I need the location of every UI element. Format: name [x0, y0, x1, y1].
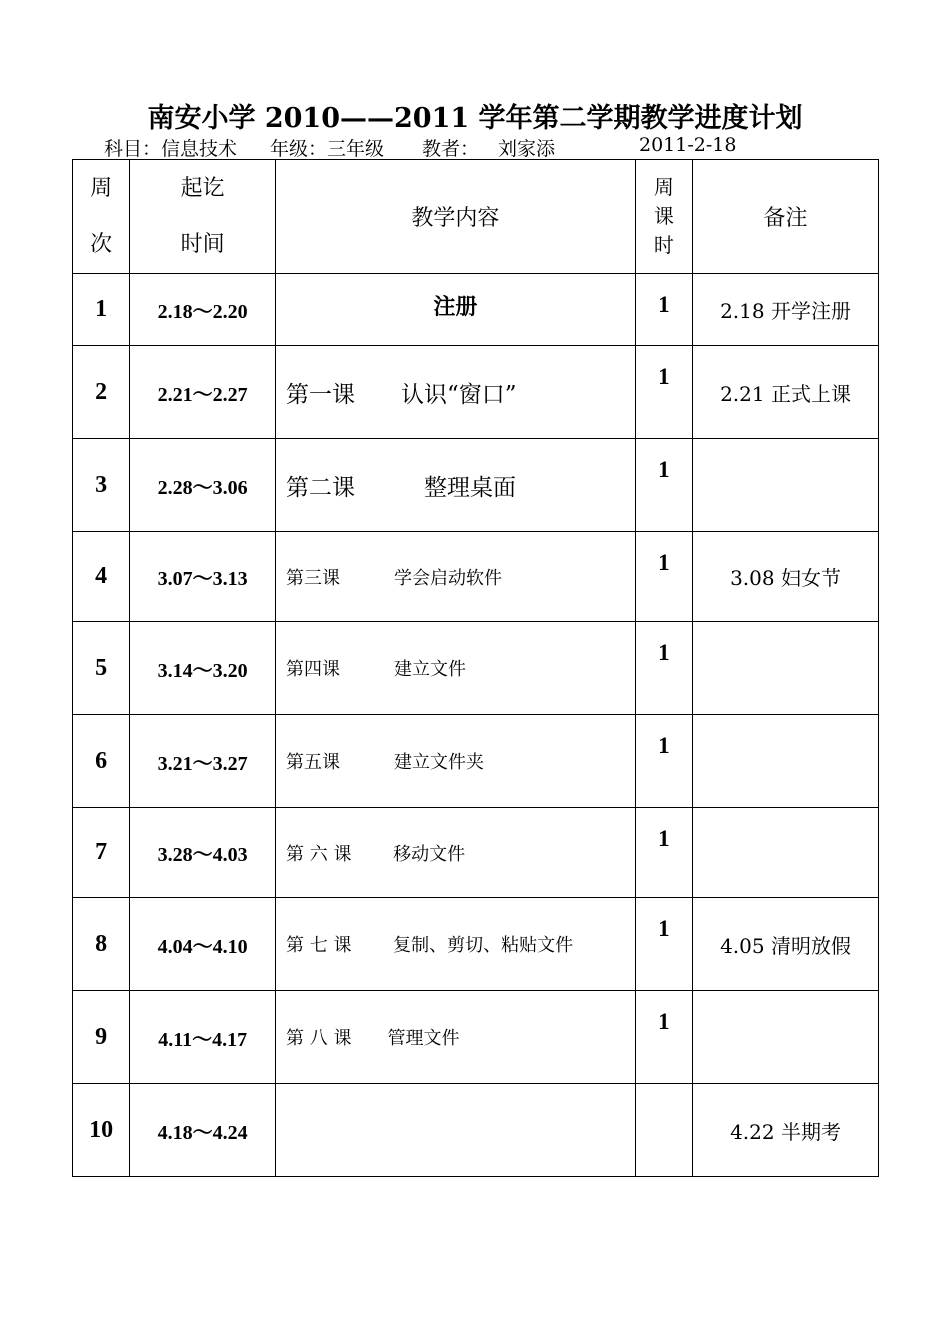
page-title: 南安小学 2010——2011 学年第二学期教学进度计划 [147, 103, 803, 134]
content-cell: 注册 [276, 274, 636, 346]
period-cell: 4.11～4.17 [130, 991, 276, 1084]
period-cell: 3.07～3.13 [130, 532, 276, 622]
content-cell: 第一课 认识“窗口” [276, 346, 636, 439]
note-cell [693, 622, 879, 715]
note-cell: 2.21 正式上课 [693, 346, 879, 439]
table-row [73, 622, 879, 715]
grade-label: 年级：三年级 [270, 138, 385, 160]
hours-cell: 1 [635, 274, 692, 346]
hours-cell: 1 [635, 808, 692, 898]
table-row [73, 991, 879, 1084]
content-cell: 第四课 建立文件 [276, 622, 636, 715]
teacher-label: 教者： [422, 138, 480, 160]
note-cell [693, 991, 879, 1084]
week-cell: 5 [73, 622, 130, 715]
content-cell [276, 1084, 636, 1177]
period-cell: 4.18～4.24 [130, 1084, 276, 1177]
period-cell: 2.28～3.06 [130, 439, 276, 532]
period-cell: 4.04～4.10 [130, 898, 276, 991]
period-cell: 3.21～3.27 [130, 715, 276, 808]
header-hours: 周 课 时 [635, 160, 692, 274]
content-cell: 第五课 建立文件夹 [276, 715, 636, 808]
table-row [73, 898, 879, 991]
table-row [73, 715, 879, 808]
period-cell: 3.28～4.03 [130, 808, 276, 898]
note-cell: 4.05 清明放假 [693, 898, 879, 991]
header-note: 备注 [693, 160, 879, 274]
header-period: 起讫 时间 [130, 160, 276, 274]
table-row [73, 439, 879, 532]
header-week: 周 次 [73, 160, 130, 274]
document-meta [104, 134, 884, 158]
table-row [73, 274, 879, 346]
hours-cell: 1 [635, 439, 692, 532]
week-cell: 3 [73, 439, 130, 532]
note-cell: 4.22 半期考 [693, 1084, 879, 1177]
hours-cell: 1 [635, 346, 692, 439]
week-cell: 2 [73, 346, 130, 439]
week-cell: 4 [73, 532, 130, 622]
hours-cell: 1 [635, 715, 692, 808]
week-cell: 6 [73, 715, 130, 808]
schedule-table [72, 159, 879, 1177]
hours-cell: 1 [635, 991, 692, 1084]
note-cell: 2.18 开学注册 [693, 274, 879, 346]
week-cell: 1 [73, 274, 130, 346]
hours-cell: 1 [635, 532, 692, 622]
plan-date: 2011-2-18 [639, 134, 737, 156]
subject-label: 科目：信息技术 [104, 138, 238, 160]
week-cell: 9 [73, 991, 130, 1084]
header-content: 教学内容 [276, 160, 636, 274]
hours-cell: 1 [635, 622, 692, 715]
content-cell: 第 六 课 移动文件 [276, 808, 636, 898]
week-cell: 10 [73, 1084, 130, 1177]
content-cell: 第三课 学会启动软件 [276, 532, 636, 622]
table-row [73, 346, 879, 439]
content-cell: 第二课 整理桌面 [276, 439, 636, 532]
week-cell: 8 [73, 898, 130, 991]
note-cell: 3.08 妇女节 [693, 532, 879, 622]
table-row [73, 532, 879, 622]
note-cell [693, 715, 879, 808]
note-cell [693, 439, 879, 532]
teacher-name: 刘家添 [498, 138, 556, 160]
note-cell [693, 808, 879, 898]
table-row [73, 1084, 879, 1177]
content-cell: 第 八 课 管理文件 [276, 991, 636, 1084]
table-header-row [73, 160, 879, 274]
table-row [73, 808, 879, 898]
content-cell: 第 七 课 复制、剪切、粘贴文件 [276, 898, 636, 991]
period-cell: 2.18～2.20 [130, 274, 276, 346]
period-cell: 2.21～2.27 [130, 346, 276, 439]
hours-cell [635, 1084, 692, 1177]
period-cell: 3.14～3.20 [130, 622, 276, 715]
hours-cell: 1 [635, 898, 692, 991]
week-cell: 7 [73, 808, 130, 898]
